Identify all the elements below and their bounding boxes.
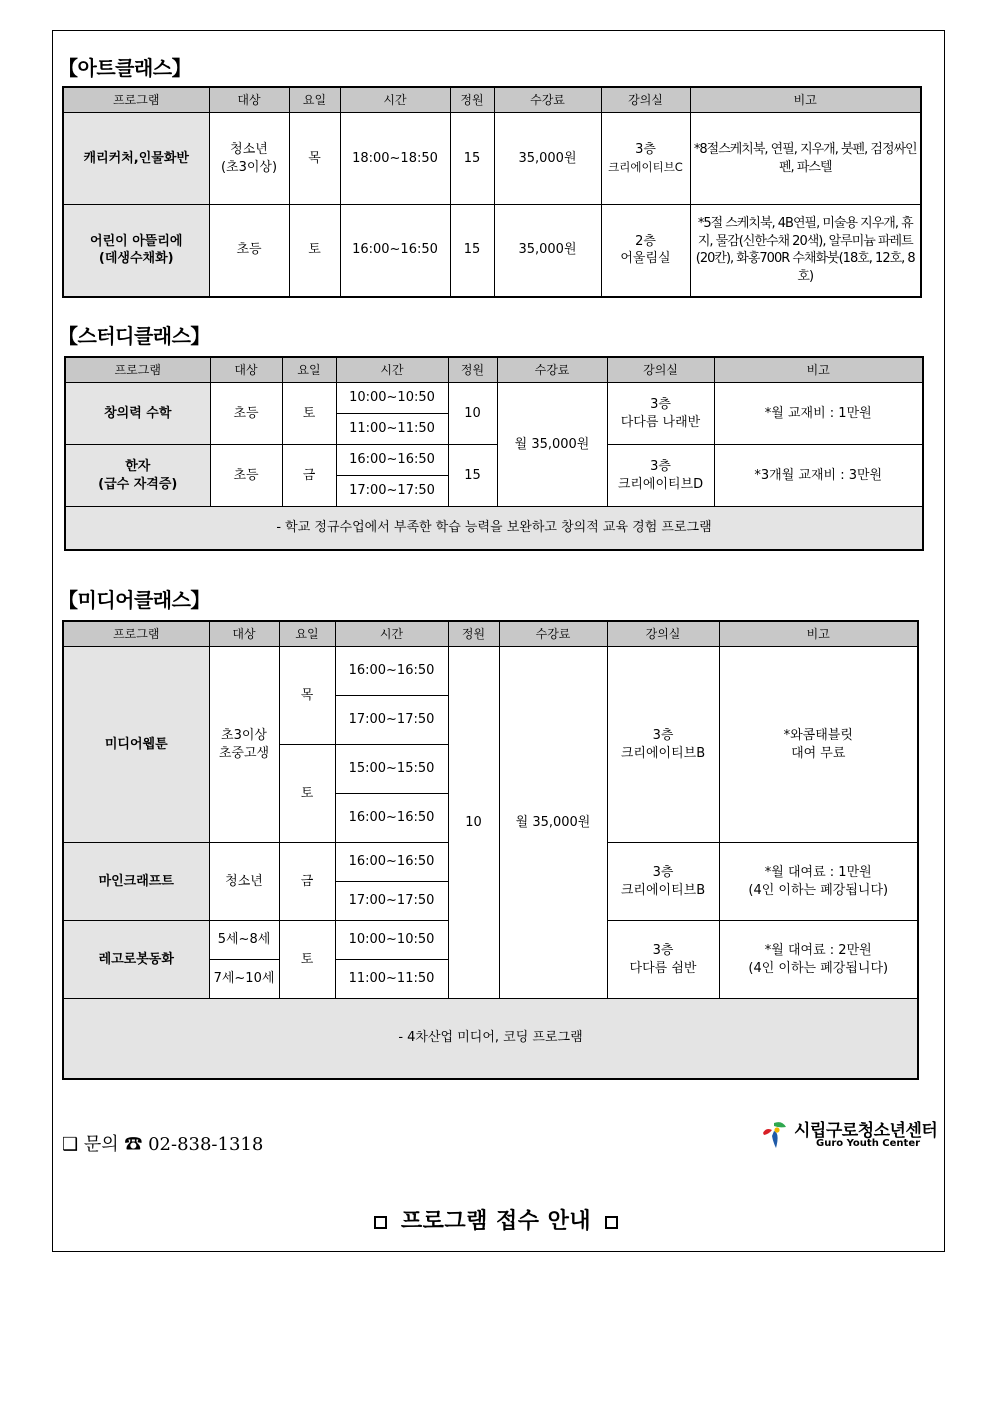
header-memo: 비고 <box>719 621 918 647</box>
time-cell: 10:00~10:50 <box>336 383 448 414</box>
program-name: 마인크래프트 <box>63 843 209 921</box>
header-capacity: 정원 <box>450 87 494 113</box>
table-header-row <box>63 621 918 647</box>
room-cell: 3층 크리에이티브B <box>607 647 719 843</box>
table-row <box>63 647 918 696</box>
header-day: 요일 <box>282 357 336 383</box>
header-day: 요일 <box>289 87 340 113</box>
memo-cell: *8절스케치북, 연필, 지우개, 붓펜, 검정싸인펜, 파스텔 <box>690 113 921 205</box>
target-cell: 초3이상 초중고생 <box>209 647 279 843</box>
time-cell: 16:00~16:50 <box>336 445 448 476</box>
header-capacity: 정원 <box>448 621 499 647</box>
media-class-title: 【미디어클래스】 <box>58 588 210 612</box>
time-cell: 15:00~15:50 <box>335 745 448 794</box>
header-room: 강의실 <box>601 87 690 113</box>
memo-cell: *월 대여료 : 1만원 (4인 이하는 폐강됩니다) <box>719 843 918 921</box>
header-program: 프로그램 <box>65 357 210 383</box>
time-cell: 16:00~16:50 <box>335 647 448 696</box>
study-class-table <box>64 356 924 551</box>
header-time: 시간 <box>335 621 448 647</box>
table-header-row <box>63 87 921 113</box>
checkbox-right-icon <box>605 1216 618 1229</box>
memo-cell: *5절 스케치북, 4B연필, 미술용 지우개, 휴지, 물감(신한수채 20색), 알루미늄 파레트(20칸), 화홍700R 수채화붓(18호, 12호, 8호) <box>690 205 921 297</box>
time-cell: 17:00~17:50 <box>335 696 448 745</box>
study-class-title: 【스터디클래스】 <box>58 324 210 348</box>
memo-cell: *월 대여료 : 2만원 (4인 이하는 폐강됩니다) <box>719 921 918 999</box>
target-cell: 청소년 <box>209 843 279 921</box>
capacity-cell: 15 <box>448 445 497 507</box>
header-time: 시간 <box>336 357 448 383</box>
time-cell: 17:00~17:50 <box>336 476 448 507</box>
fee-cell: 35,000원 <box>494 113 601 205</box>
header-memo: 비고 <box>714 357 923 383</box>
note-row <box>63 999 918 1079</box>
day-cell: 목 <box>289 113 340 205</box>
center-logo <box>760 1116 940 1152</box>
day-cell: 토 <box>282 383 336 445</box>
header-room: 강의실 <box>607 621 719 647</box>
table-row <box>63 205 921 297</box>
program-name: 어린이 아뜰리에 (데생수채화) <box>63 205 209 297</box>
day-cell: 금 <box>279 843 335 921</box>
time-cell: 16:00~16:50 <box>340 205 450 297</box>
header-time: 시간 <box>340 87 450 113</box>
header-program: 프로그램 <box>63 87 209 113</box>
header-fee: 수강료 <box>499 621 607 647</box>
day-cell: 목 <box>279 647 335 745</box>
time-cell: 10:00~10:50 <box>335 921 448 960</box>
room-cell: 3층 다다름 쉼반 <box>607 921 719 999</box>
center-logo-mark-icon <box>760 1118 790 1150</box>
header-day: 요일 <box>279 621 335 647</box>
target-cell: 7세~10세 <box>209 960 279 999</box>
room-cell: 3층 크리에이티브D <box>607 445 714 507</box>
target-cell: 초등 <box>210 445 282 507</box>
capacity-cell: 10 <box>448 383 497 445</box>
fee-cell: 월 35,000원 <box>499 647 607 999</box>
header-target: 대상 <box>209 87 289 113</box>
day-cell: 토 <box>289 205 340 297</box>
time-cell: 18:00~18:50 <box>340 113 450 205</box>
note-row <box>65 507 923 550</box>
table-header-row <box>65 357 923 383</box>
memo-cell: *3개월 교재비 : 3만원 <box>714 445 923 507</box>
time-cell: 11:00~11:50 <box>335 960 448 999</box>
table-row <box>63 113 921 205</box>
header-target: 대상 <box>210 357 282 383</box>
room-cell: 3층 크리에이티브B <box>607 843 719 921</box>
target-cell: 초등 <box>209 205 289 297</box>
target-cell: 청소년 (초3이상) <box>209 113 289 205</box>
fee-cell: 월 35,000원 <box>497 383 607 507</box>
target-cell: 5세~8세 <box>209 921 279 960</box>
logo-english-text: Guro Youth Center <box>816 1138 921 1149</box>
day-cell: 토 <box>279 745 335 843</box>
header-capacity: 정원 <box>448 357 497 383</box>
table-row <box>65 445 923 476</box>
header-room: 강의실 <box>607 357 714 383</box>
memo-cell: *월 교재비 : 1만원 <box>714 383 923 445</box>
program-name: 미디어웹툰 <box>63 647 209 843</box>
capacity-cell: 15 <box>450 205 494 297</box>
media-note: - 4차산업 미디어, 코딩 프로그램 <box>63 999 918 1079</box>
header-program: 프로그램 <box>63 621 209 647</box>
target-cell: 초등 <box>210 383 282 445</box>
art-class-table <box>62 86 922 298</box>
fee-cell: 35,000원 <box>494 205 601 297</box>
room-cell: 3층 다다름 나래반 <box>607 383 714 445</box>
registration-guide-text: 프로그램 접수 안내 <box>400 1209 592 1234</box>
program-name: 캐리커처,인물화반 <box>63 113 209 205</box>
study-note: - 학교 정규수업에서 부족한 학습 능력을 보완하고 창의적 교육 경험 프로그램 <box>65 507 923 550</box>
memo-cell: *와콤태블릿 대여 무료 <box>719 647 918 843</box>
header-fee: 수강료 <box>494 87 601 113</box>
header-memo: 비고 <box>690 87 921 113</box>
inquiry-contact: ❑ 문의 ☎ 02-838-1318 <box>62 1134 264 1155</box>
day-cell: 토 <box>279 921 335 999</box>
table-row <box>65 383 923 414</box>
time-cell: 17:00~17:50 <box>335 882 448 921</box>
time-cell: 16:00~16:50 <box>335 794 448 843</box>
room-cell: 2층 어울림실 <box>601 205 690 297</box>
media-class-table <box>62 620 919 1080</box>
registration-guide-heading <box>0 1204 992 1235</box>
capacity-cell: 10 <box>448 647 499 999</box>
time-cell: 16:00~16:50 <box>335 843 448 882</box>
time-cell: 11:00~11:50 <box>336 414 448 445</box>
program-name: 레고로봇동화 <box>63 921 209 999</box>
capacity-cell: 15 <box>450 113 494 205</box>
header-target: 대상 <box>209 621 279 647</box>
art-class-title: 【아트클래스】 <box>58 56 192 80</box>
program-name: 한자 (급수 자격증) <box>65 445 210 507</box>
checkbox-left-icon <box>374 1216 387 1229</box>
program-name: 창의력 수학 <box>65 383 210 445</box>
logo-korean-text: 시립구로청소년센터 <box>794 1121 938 1141</box>
day-cell: 금 <box>282 445 336 507</box>
room-cell: 3층 크리에이티브C <box>601 113 690 205</box>
header-fee: 수강료 <box>497 357 607 383</box>
